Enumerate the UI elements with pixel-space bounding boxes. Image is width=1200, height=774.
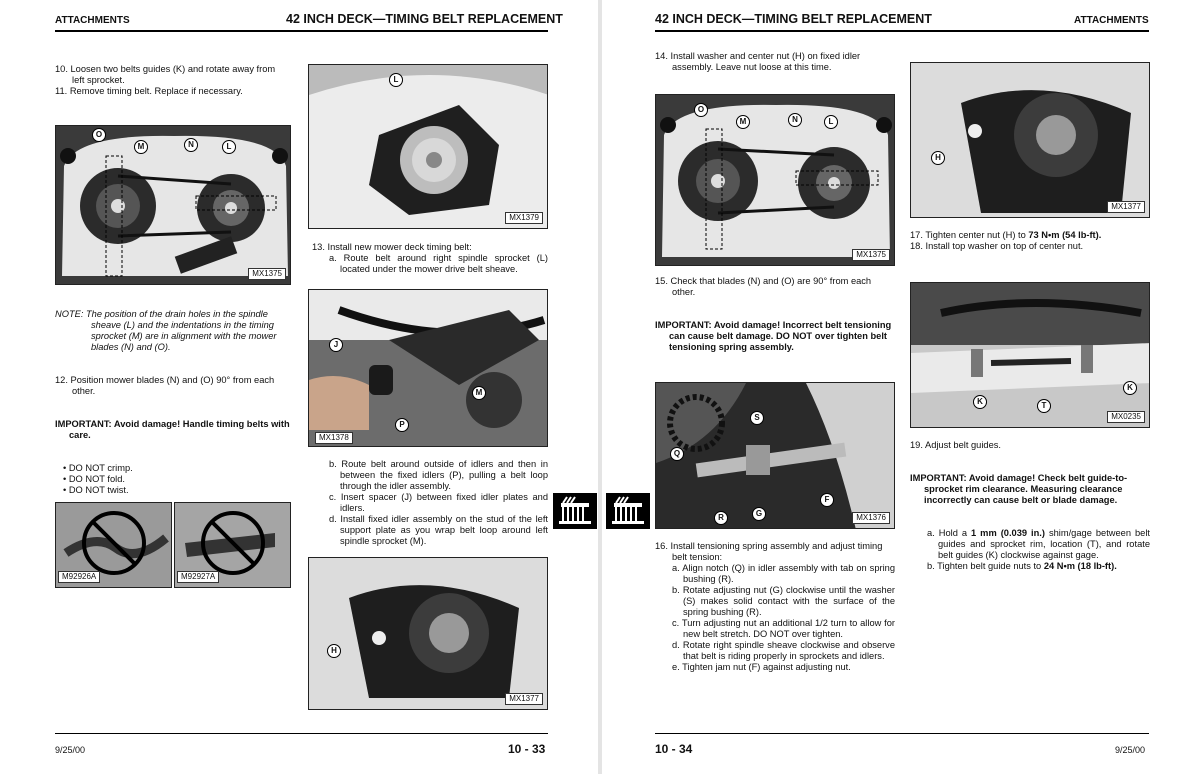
callout-j: J (329, 338, 343, 352)
step-19a: a. Hold a 1 mm (0.039 in.) shim/gage between belt guides and sprocket rim, location (T), and rotate belt guides (K) clockwise against gage. (927, 528, 1150, 560)
figure-label: MX1378 (315, 432, 353, 444)
deck-photo-mx1375-right (655, 94, 895, 266)
mower-deck-glyph (606, 493, 650, 529)
tension-photo-mx1376 (655, 382, 895, 529)
tension-illustration (656, 383, 895, 529)
callout-l: L (824, 115, 838, 129)
step-13c: c. Insert spacer (J) between fixed idler plates and idlers. (329, 492, 548, 513)
step-13: 13. Install new mower deck timing belt: (312, 242, 472, 252)
right-footer-date: 9/25/00 (1115, 745, 1146, 755)
figure-label: MX0235 (1107, 411, 1145, 423)
mower-deck-icon (606, 493, 650, 529)
right-header-rule (655, 30, 1149, 32)
important-guide-clearance: IMPORTANT: Avoid damage! Check belt guide-to-sprocket rim clearance. Measuring clearance incorrectly can cause belt or blade damage. (910, 473, 1128, 505)
callout-g: G (752, 507, 766, 521)
step-12: 12. Position mower blades (N) and (O) 90° from each other. (55, 375, 275, 396)
step-16: 16. Install tensioning spring assembly and adjust timing belt tension: (655, 541, 883, 562)
callout-h: H (931, 151, 945, 165)
left-col2-text-mid (312, 459, 548, 547)
callout-l: L (222, 140, 236, 154)
figure-label: MX1377 (505, 693, 543, 705)
callout-m: M (134, 140, 148, 154)
callout-o: O (694, 103, 708, 117)
left-page-number: 10 - 33 (508, 742, 546, 756)
callout-f: F (820, 493, 834, 507)
step-19: 19. Adjust belt guides. (910, 440, 1001, 450)
idler-photo-mx1378 (308, 289, 548, 447)
right-page (602, 0, 1200, 774)
callout-t: T (1037, 399, 1051, 413)
right-col1-text-top (655, 51, 895, 73)
nut-illustration (911, 63, 1150, 218)
right-col2-text-bottom (910, 440, 1150, 572)
step-13b: b. Route belt around outside of idlers and then in between the fixed idlers (P), pulling a belt loop through the idler assembly. (329, 459, 548, 491)
guides-illustration (911, 283, 1150, 428)
right-col1-text-bottom (655, 541, 895, 673)
nut-photo-mx1377 (308, 557, 548, 710)
mower-deck-icon (553, 493, 597, 529)
callout-m: M (472, 386, 486, 400)
left-header-rule (55, 30, 548, 32)
callout-q: Q (670, 447, 684, 461)
deck-illustration (656, 95, 895, 266)
belt-crimp-photo (55, 502, 172, 588)
step-16e: e. Tighten jam nut (F) against adjusting nut. (672, 662, 851, 672)
right-footer-rule (655, 733, 1149, 734)
belt-fold-photo (174, 502, 291, 588)
left-section-header: ATTACHMENTS (55, 15, 130, 26)
step-13a: a. Route belt around right spindle sprocket (L) located under the mower drive belt sheave. (329, 253, 548, 274)
left-col1-text-mid (55, 309, 293, 496)
step-16b: b. Rotate adjusting nut (G) clockwise until the washer (S) makes solid contact with the surface of the spring bushing (R). (672, 585, 895, 617)
callout-n: N (184, 138, 198, 152)
step-18: 18. Install top washer on top of center nut. (910, 241, 1084, 251)
right-page-title: 42 INCH DECK—TIMING BELT REPLACEMENT (655, 12, 932, 26)
callout-k: K (973, 395, 987, 409)
step-17-text: 17. Tighten center nut (H) to (910, 230, 1029, 240)
nut-illustration (309, 558, 548, 710)
important-handle-belts: IMPORTANT: Avoid damage! Handle timing belts with care. (55, 419, 290, 440)
right-col1-text-mid (655, 276, 895, 353)
callout-o: O (92, 128, 106, 142)
pulley-photo-mx1379 (308, 64, 548, 229)
figure-label: MX1377 (1107, 201, 1145, 213)
step-16a: a. Align notch (Q) in idler assembly with tab on spring bushing (R). (672, 563, 895, 584)
step-14: 14. Install washer and center nut (H) on fixed idler assembly. Leave nut loose at this time. (655, 51, 861, 72)
left-col1-text-top (55, 64, 290, 97)
left-page (0, 0, 598, 774)
callout-n: N (788, 113, 802, 127)
step-11: 11. Remove timing belt. Replace if necessary. (55, 86, 243, 96)
left-footer-rule (55, 733, 548, 734)
deck-photo-mx1375 (55, 125, 291, 285)
figure-label: MX1376 (852, 512, 890, 524)
right-col2-text-top (910, 230, 1150, 252)
step-15: 15. Check that blades (N) and (O) are 90° from each other. (655, 276, 872, 297)
bullet-fold: • DO NOT fold. (63, 474, 125, 484)
bullet-twist: • DO NOT twist. (63, 485, 129, 495)
nut-photo-mx1377-right (910, 62, 1150, 218)
right-section-header: ATTACHMENTS (1074, 15, 1149, 26)
figure-label: M92926A (58, 571, 100, 583)
left-col2-text-top (312, 242, 548, 275)
bullet-crimp: • DO NOT crimp. (63, 463, 133, 473)
callout-k: K (1123, 381, 1137, 395)
callout-p: P (395, 418, 409, 432)
figure-label: M92927A (177, 571, 219, 583)
left-footer-date: 9/25/00 (55, 745, 86, 755)
step-13d: d. Install fixed idler assembly on the stud of the left support plate as you wrap belt loop around left spindle sprocket (M). (329, 514, 548, 546)
idler-illustration (309, 290, 548, 447)
step-16d: d. Rotate right spindle sheave clockwise and observe that belt is riding properly in sprockets and idlers. (672, 640, 895, 661)
guides-photo-mx0235 (910, 282, 1150, 428)
step-17-torque: 73 N•m (54 lb-ft). (1028, 230, 1102, 240)
right-page-number: 10 - 34 (655, 742, 693, 756)
deck-illustration (56, 126, 291, 285)
step-17 (910, 230, 1150, 241)
step-10: 10. Loosen two belts guides (K) and rotate away from left sprocket. (55, 64, 276, 85)
important-belt-tension: IMPORTANT: Avoid damage! Incorrect belt tensioning can cause belt damage. DO NOT over tighten belt tensioning spring assembly. (655, 320, 892, 352)
callout-s: S (750, 411, 764, 425)
note-alignment: NOTE: The position of the drain holes in the spindle sheave (L) and the indentations in the timing sprocket (M) are in alignment with the mower blades (N) and (O). (55, 309, 277, 352)
callout-r: R (714, 511, 728, 525)
pulley-illustration (309, 65, 548, 229)
figure-label: MX1375 (852, 249, 890, 261)
callout-l: L (389, 73, 403, 87)
step-16c: c. Turn adjusting nut an additional 1/2 turn to allow for new belt stretch. DO NOT over tighten. (672, 618, 895, 639)
figure-label: MX1379 (505, 212, 543, 224)
step-19b: b. Tighten belt guide nuts to 24 N•m (18 lb-ft). (927, 561, 1117, 571)
mower-deck-glyph (553, 493, 597, 529)
callout-h: H (327, 644, 341, 658)
left-page-title: 42 INCH DECK—TIMING BELT REPLACEMENT (286, 12, 563, 26)
callout-m: M (736, 115, 750, 129)
figure-label: MX1375 (248, 268, 286, 280)
